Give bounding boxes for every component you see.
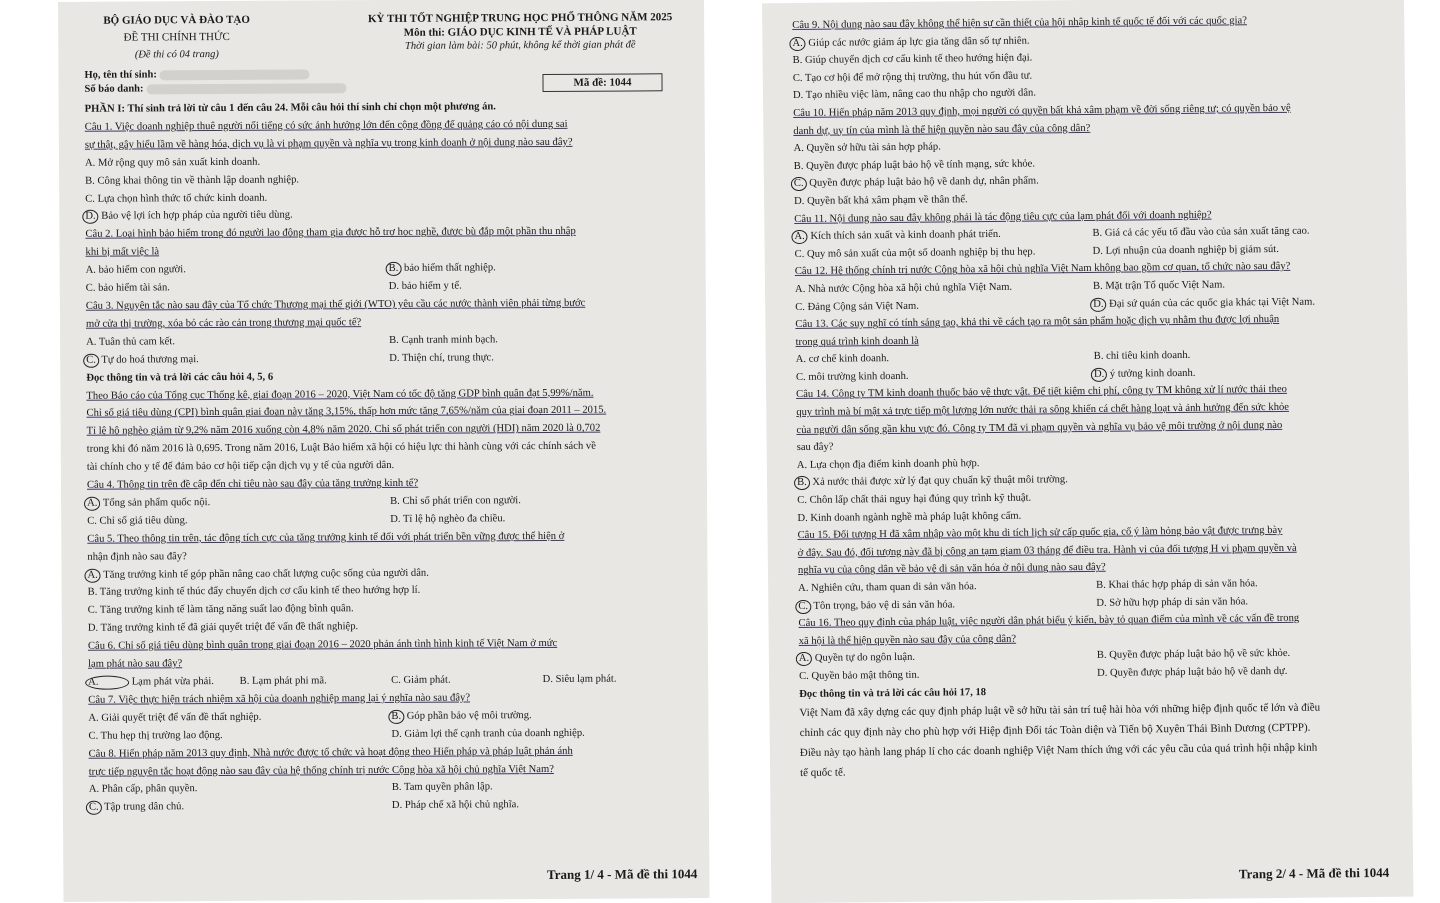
part-instruction: PHẦN I: Thí sinh trả lời từ câu 1 đến câu 24. Mỗi câu hỏi thí sinh chỉ chọn một phương án. (84, 101, 496, 115)
answer-option: D. bảo hiểm y tế. (388, 280, 462, 293)
answer-option: A. Lựa chọn địa điểm kinh doanh phù hợp. (796, 457, 980, 471)
question-line: danh dự, uy tín của mình là thể hiện quyền nào sau đây của công dân? (793, 122, 1091, 137)
passage-line: tài chính cho y tế để đảm bảo cơ hội tiếp cận dịch vụ y tế của người dân. (86, 460, 395, 473)
answer-option: C. Thu hẹp thị trường lao động. (88, 729, 223, 742)
subject-title: Môn thi: GIÁO DỤC KINH TẾ VÀ PHÁP LUẬT (403, 25, 637, 39)
answer-option: A. Nghiên cứu, tham quan di sản văn hóa. (798, 581, 977, 595)
answer-option-marked: B. bảo hiểm thất nghiệp. (389, 258, 692, 278)
answer-row (89, 795, 695, 817)
passage-line: Chỉ số giá tiêu dùng (CPI) bình quân giai đoạn này tăng 3,15%, thấp hơn mức tăng 7,65%/năm của giai đoạn 2011 – 2015. (86, 405, 607, 420)
answer-option: D. Quyền được pháp luật bảo hộ về danh dự. (1096, 665, 1288, 679)
question-line: sau đây? (796, 441, 834, 454)
page-footer: Trang 2/ 4 - Mã đề thi 1044 (1238, 864, 1390, 882)
answer-option: B. Công khai thông tin về thành lập doanh nghiệp. (85, 174, 300, 187)
answer-option-marked: A. Quyền tự do ngôn luận. (799, 647, 1097, 668)
answer-option: D. Kinh doanh ngành nghề mà pháp luật không cấm. (797, 510, 1022, 524)
circled-answer-letter: A. (84, 568, 100, 582)
answer-option-marked: D. ý tưởng kinh doanh. (1094, 363, 1392, 384)
question-line: Câu 6. Chỉ số giá tiêu dùng bình quân trong giai đoạn 2016 – 2020 phản ánh tình hình kinh tế Việt Nam ở mức (87, 638, 558, 652)
question-line: Câu 5. Theo thông tin trên, tác động tích cực của tăng trưởng kinh tế đối với phát triển bền vững được thể hiện ở (87, 530, 565, 545)
answer-option: D. Giảm lợi thế cạnh tranh của doanh nghiệp. (391, 727, 585, 740)
answer-option: D. Tăng trưởng kinh tế đã giải quyết triệt để vấn đề thất nghiệp. (87, 621, 359, 635)
answer-row (87, 509, 693, 531)
answer-option: C. Tăng trưởng kinh tế làm tăng năng suất lao động bình quân. (87, 603, 354, 617)
answer-option: D. Siêu lạm phát. (542, 673, 617, 686)
answer-option: B. Lạm phát phi mã. (239, 675, 327, 687)
answer-option: A. cơ chế kinh doanh. (795, 353, 890, 366)
question-line: Câu 13. Các suy nghĩ có tính sáng tạo, khả thi về cách tạo ra một sản phẩm hoặc dịch vụ nhằm thu được lợi nhuận (795, 314, 1280, 331)
circled-answer-letter: C. (791, 177, 807, 191)
question-line: Câu 15. Đối tượng H đã xâm nhập vào một khu di tích lịch sử cấp quốc gia, cố ý làm hỏng bảo vật được trưng bày (797, 525, 1283, 542)
answer-option-marked: D. Bảo vệ lợi ích hợp pháp của người tiêu dùng. (85, 205, 691, 227)
circled-answer-letter: A. (789, 36, 805, 50)
question-line: lạm phát nào sau đây? (88, 658, 183, 670)
answer-option: B. Tăng trưởng kinh tế thúc đẩy chuyển dịch cơ cấu kinh tế theo hướng hợp lí. (87, 585, 421, 599)
questions-block-2 (792, 11, 1396, 783)
question-line: ở đây. Sau đó, đối tượng này đã bị công an tạm giam 03 tháng để điều tra. Hành vi của đối tượng H vi phạm quyền và (797, 542, 1297, 559)
passage-line: Điều này tạo hành lang pháp lí cho các doanh nghiệp Việt Nam thích ứng với các yêu cầu của quá trình hội nhập kinh (799, 741, 1318, 760)
question-line: Câu 4. Thông tin trên đề cập đến chỉ tiêu nào sau đây của tăng trưởng kinh tế? (86, 477, 419, 491)
passage-line: trong khi đó năm 2016 là 0,695. Trong năm 2016, Luật Bảo hiểm xã hội có hiệu lực thi hành cùng với các chính sách về (86, 440, 596, 456)
page-footer: Trang 1/ 4 - Mã đề thi 1044 (546, 866, 698, 883)
answer-option: C. Quy mô sản xuất của một số doanh nghiệp bị thu hẹp. (794, 246, 1036, 260)
candidate-info (84, 65, 690, 97)
circled-answer-letter: A. (85, 676, 129, 690)
answer-option: D. Pháp chế xã hội chủ nghĩa. (391, 799, 520, 812)
answer-option: A. Giải quyết triệt để vấn đề thất nghiệp. (88, 711, 262, 724)
circled-answer-letter: B. (388, 710, 404, 724)
answer-option: C. bảo hiểm tài sản. (85, 282, 170, 294)
circled-answer-letter: C. (795, 599, 811, 613)
time-note: Thời gian làm bài: 50 phút, không kể thời gian phát đề (404, 39, 636, 52)
answer-row (86, 348, 692, 370)
passage-line: Việt Nam đã xây dựng các quy định pháp luật về sở hữu tài sản trí tuệ hài hòa với những hiệp định quốc tế lớn và điều (799, 701, 1321, 720)
question-line: mở cửa thị trường, xóa bỏ các rào cản trong thương mại quốc tế? (85, 317, 362, 330)
answer-option-marked: A. Kích thích sản xuất và kinh doanh phát triển. (794, 225, 1092, 246)
answer-row (86, 276, 692, 298)
answer-option: C. Quyền bảo mật thông tin. (799, 669, 920, 682)
passage-line: tế quốc tế. (800, 766, 846, 780)
question-line: Câu 8. Hiến pháp năm 2013 quy định, Nhà nước được tổ chức và hoạt động theo Hiến pháp và pháp luật phản ánh (88, 745, 573, 760)
answer-option: B. Mặt trận Tổ quốc Việt Nam. (1092, 279, 1226, 292)
answer-option: B. Khai thác hợp pháp di sản văn hóa. (1096, 578, 1258, 591)
exam-code-box: Mã đề: 1044 (542, 73, 662, 92)
answer-option-marked: C. Tôn trọng, bảo vệ di sản văn hóa. (798, 594, 1096, 615)
question-line: Câu 11. Nội dung nào sau đây không phải là tác động tiêu cực của lạm phát đối với doanh nghiệp? (794, 209, 1212, 225)
question-line: xã hội là thể hiện quyền nào sau đây của công dân? (798, 633, 1017, 647)
circled-answer-letter: D. (82, 210, 98, 224)
answer-option: D. Sở hữu hợp pháp di sản văn hóa. (1096, 595, 1249, 609)
passage-line: Theo Báo cáo của Tổng cục Thống kê, giai đoạn 2016 – 2020, Việt Nam có tốc độ tăng GDP bình quân đạt 5,99%/năm. (86, 387, 594, 402)
answer-option: D. Quyền bất khả xâm phạm về thân thể. (794, 194, 968, 207)
question-line: Câu 7. Việc thực hiện trách nhiệm xã hội của doanh nghiệp mang lại ý nghĩa nào sau đây? (88, 692, 471, 706)
answer-option: D. Tỉ lệ hộ nghèo đa chiều. (390, 513, 506, 525)
answer-option-marked: B. Góp phần bảo vệ môi trường. (391, 706, 694, 726)
answer-option-marked: C. Quyền được pháp luật bảo hộ về danh dự, nhân phẩm. (794, 169, 1390, 193)
circled-answer-letter: A. (84, 497, 100, 511)
answer-option: D. Lợi nhuận của doanh nghiệp bị giảm sút. (1092, 243, 1279, 257)
circled-answer-letter: C. (86, 801, 102, 815)
question-line: Câu 12. Hệ thống chính trị nước Cộng hòa xã hội chủ nghĩa Việt Nam không bao gồm cơ quan, tổ chức nào sau đây? (794, 261, 1291, 278)
answer-row (88, 724, 694, 746)
answer-option: D. Tạo nhiều việc làm, nâng cao thu nhập cho người dân. (792, 87, 1037, 102)
answer-row (88, 670, 694, 692)
answer-option-marked: C. Tập trung dân chủ. (89, 797, 392, 817)
circled-answer-letter: D. (1090, 297, 1106, 311)
redacted-id (146, 83, 346, 94)
answer-option-marked: D. Đại sứ quán của các quốc gia khác tại Việt Nam. (1093, 292, 1391, 313)
redacted-name (159, 69, 309, 80)
answer-option: B. Giúp chuyển dịch cơ cấu kinh tế theo hướng hiện đại. (792, 52, 1033, 67)
answer-option: B. Giá cả các yếu tố đầu vào của sản xuất tăng cao. (1092, 225, 1310, 240)
question-line: khi bị mất việc là (85, 246, 160, 259)
answer-option-marked: A. Tăng trưởng kinh tế góp phần nâng cao chất lượng cuộc sống của người dân. (87, 563, 693, 585)
question-line: sự thật, gây hiểu lầm về hàng hóa, dịch vụ là vi phạm quyền và nghĩa vụ trong kinh doanh ở nội dung nào sau đây? (84, 136, 573, 151)
answer-option: B. Chỉ số phát triển con người. (390, 495, 521, 507)
question-line: nhận định nào sau đây? (87, 550, 187, 563)
passage-heading: Đọc thông tin và trả lời các câu hỏi 4, 5, 6 (86, 371, 274, 384)
question-line: Câu 3. Nguyên tắc nào sau đây của Tổ chức Thương mại thế giới (WTO) yêu cầu các nước thành viên phải từng bước (85, 297, 586, 312)
pages-note: (Đề thi có 04 trang) (134, 48, 219, 61)
circled-answer-letter: C. (83, 353, 99, 367)
answer-option-marked: B. Xả nước thải được xử lý đạt quy chuẩn kỹ thuật môi trường. (797, 468, 1393, 492)
official-label: ĐỀ THI CHÍNH THỨC (123, 30, 230, 44)
answer-option: B. chỉ tiêu kinh doanh. (1093, 350, 1191, 363)
circled-answer-letter: B. (386, 262, 402, 276)
answer-option-marked: A. Lạm phát vừa phải. (88, 673, 240, 692)
question-line: quy trình mà bí mật xả trực tiếp một lượng lớn nước thải ra sông khiến cá chết hàng loạt và ảnh hưởng đến sức khỏe (796, 401, 1290, 419)
answer-option: C. môi trường kinh doanh. (795, 370, 909, 383)
answer-option: B. Quyền được pháp luật bảo hộ về sức khỏe. (1096, 648, 1291, 662)
answer-option: A. Tuân thủ cam kết. (86, 336, 175, 348)
answer-option: A. bảo hiểm con người. (85, 264, 186, 276)
question-line: nghĩa vụ của công dân về bảo vệ di sản văn hóa ở nội dung nào sau đây? (797, 562, 1106, 577)
passage-heading: Đọc thông tin và trả lời các câu hỏi 17, 18 (799, 686, 987, 700)
answer-option: A. Phân cấp, phân quyền. (88, 783, 198, 796)
answer-option: C. Chỉ số giá tiêu dùng. (87, 515, 188, 527)
answer-option: C. Tạo cơ hội để mở rộng thị trường, thu hút vốn đầu tư. (792, 70, 1033, 84)
question-line: Câu 14. Công ty TM kinh doanh thuốc bảo vệ thực vật. Để tiết kiệm chi phí, công ty TM không xử lí nước thải theo (796, 384, 1288, 401)
answer-option-marked: A. Tổng sản phẩm quốc nội. (87, 493, 390, 513)
circled-answer-letter: B. (794, 476, 810, 490)
passage-line: chỉnh các quy định này cho phù hợp với Hiệp định Đối tác Toàn diện và Tiến bộ Xuyên Thái Bình Dương (CPTPP). (799, 721, 1311, 740)
answer-option: A. Mở rộng quy mô sản xuất kinh doanh. (84, 156, 261, 169)
page-header (84, 10, 690, 63)
answer-option-marked: A. Giúp các nước giảm áp lực gia tăng dân số tự nhiên. (792, 28, 1388, 52)
question-line: Câu 16. Theo quy định của pháp luật, việc người dân phát biểu ý kiến, bày tỏ quan điểm của mình về các vấn đề trong (798, 612, 1300, 630)
question-line: trong quá trình kinh doanh là (795, 335, 919, 348)
answer-option: C. Chôn lấp chất thải nguy hại đúng quy trình kỹ thuật. (797, 492, 1032, 507)
question-line: Câu 9. Nội dung nào sau đây không thể hiện sự cần thiết của hội nhập kinh tế quốc tế đối với các quốc gia? (792, 15, 1247, 32)
answer-option: C. Giảm phát. (391, 674, 451, 686)
exam-page-1 (58, 0, 709, 902)
question-line: Câu 10. Hiến pháp năm 2013 quy định, mọi người có quyền bất khả xâm phạm về đời sống riêng tư; có quyền bảo vệ (793, 102, 1291, 120)
exam-page-2 (762, 0, 1413, 903)
question-line: Câu 2. Loại hình bảo hiểm trong đó người lao động tham gia được hỗ trợ học nghề, được bù đắp một phần thu nhập (85, 226, 576, 241)
answer-option: B. Cạnh tranh minh bạch. (389, 334, 498, 346)
answer-option: C. Lựa chọn hình thức tổ chức kinh doanh. (85, 192, 268, 205)
circled-answer-letter: A. (791, 230, 807, 244)
passage-line: Tỉ lệ hộ nghèo giảm từ 9,2% năm 2016 xuống còn 4,8% năm 2020. Chỉ số phát triển con người (HDI) năm 2020 là 0,702 (86, 422, 601, 438)
question-line: Câu 1. Việc doanh nghiệp thuê người nổi tiếng có sức ảnh hưởng lớn đến cộng đồng để quảng cáo có nội dung sai (84, 118, 568, 133)
ministry-name: BỘ GIÁO DỤC VÀ ĐÀO TẠO (103, 13, 250, 27)
circled-answer-letter: D. (1091, 368, 1107, 382)
answer-option: D. Thiện chí, trung thực. (389, 352, 494, 364)
questions-block-1 (85, 97, 695, 817)
answer-option: A. Quyền sở hữu tài sản hợp pháp. (793, 141, 941, 155)
name-label: Họ, tên thí sinh: (84, 69, 157, 81)
answer-option: C. Đảng Cộng sản Việt Nam. (795, 300, 919, 313)
id-label: Số báo danh: (84, 83, 144, 95)
answer-option-marked: C. Tự do hoá thương mại. (86, 350, 389, 370)
question-line: trực tiếp nguyên tắc hoạt động nào sau đây của hệ thống chính trị nước Cộng hòa xã hội chủ nghĩa Việt Nam? (88, 763, 554, 778)
question-line: của người dân sống gần khu vực đó. Công ty TM đã vi phạm quyền và nghĩa vụ bảo vệ môi trường ở nội dung nào (796, 419, 1283, 436)
circled-answer-letter: A. (796, 652, 812, 666)
answer-option: B. Tam quyền phân lập. (391, 781, 493, 794)
answer-option: B. Quyền được pháp luật bảo hộ về tính mạng, sức khỏe. (793, 158, 1036, 172)
exam-title: KỲ THI TỐT NGHIỆP TRUNG HỌC PHỔ THÔNG NĂM 2025 (367, 11, 673, 26)
answer-option: A. Nhà nước Cộng hòa xã hội chủ nghĩa Việt Nam. (794, 281, 1013, 295)
